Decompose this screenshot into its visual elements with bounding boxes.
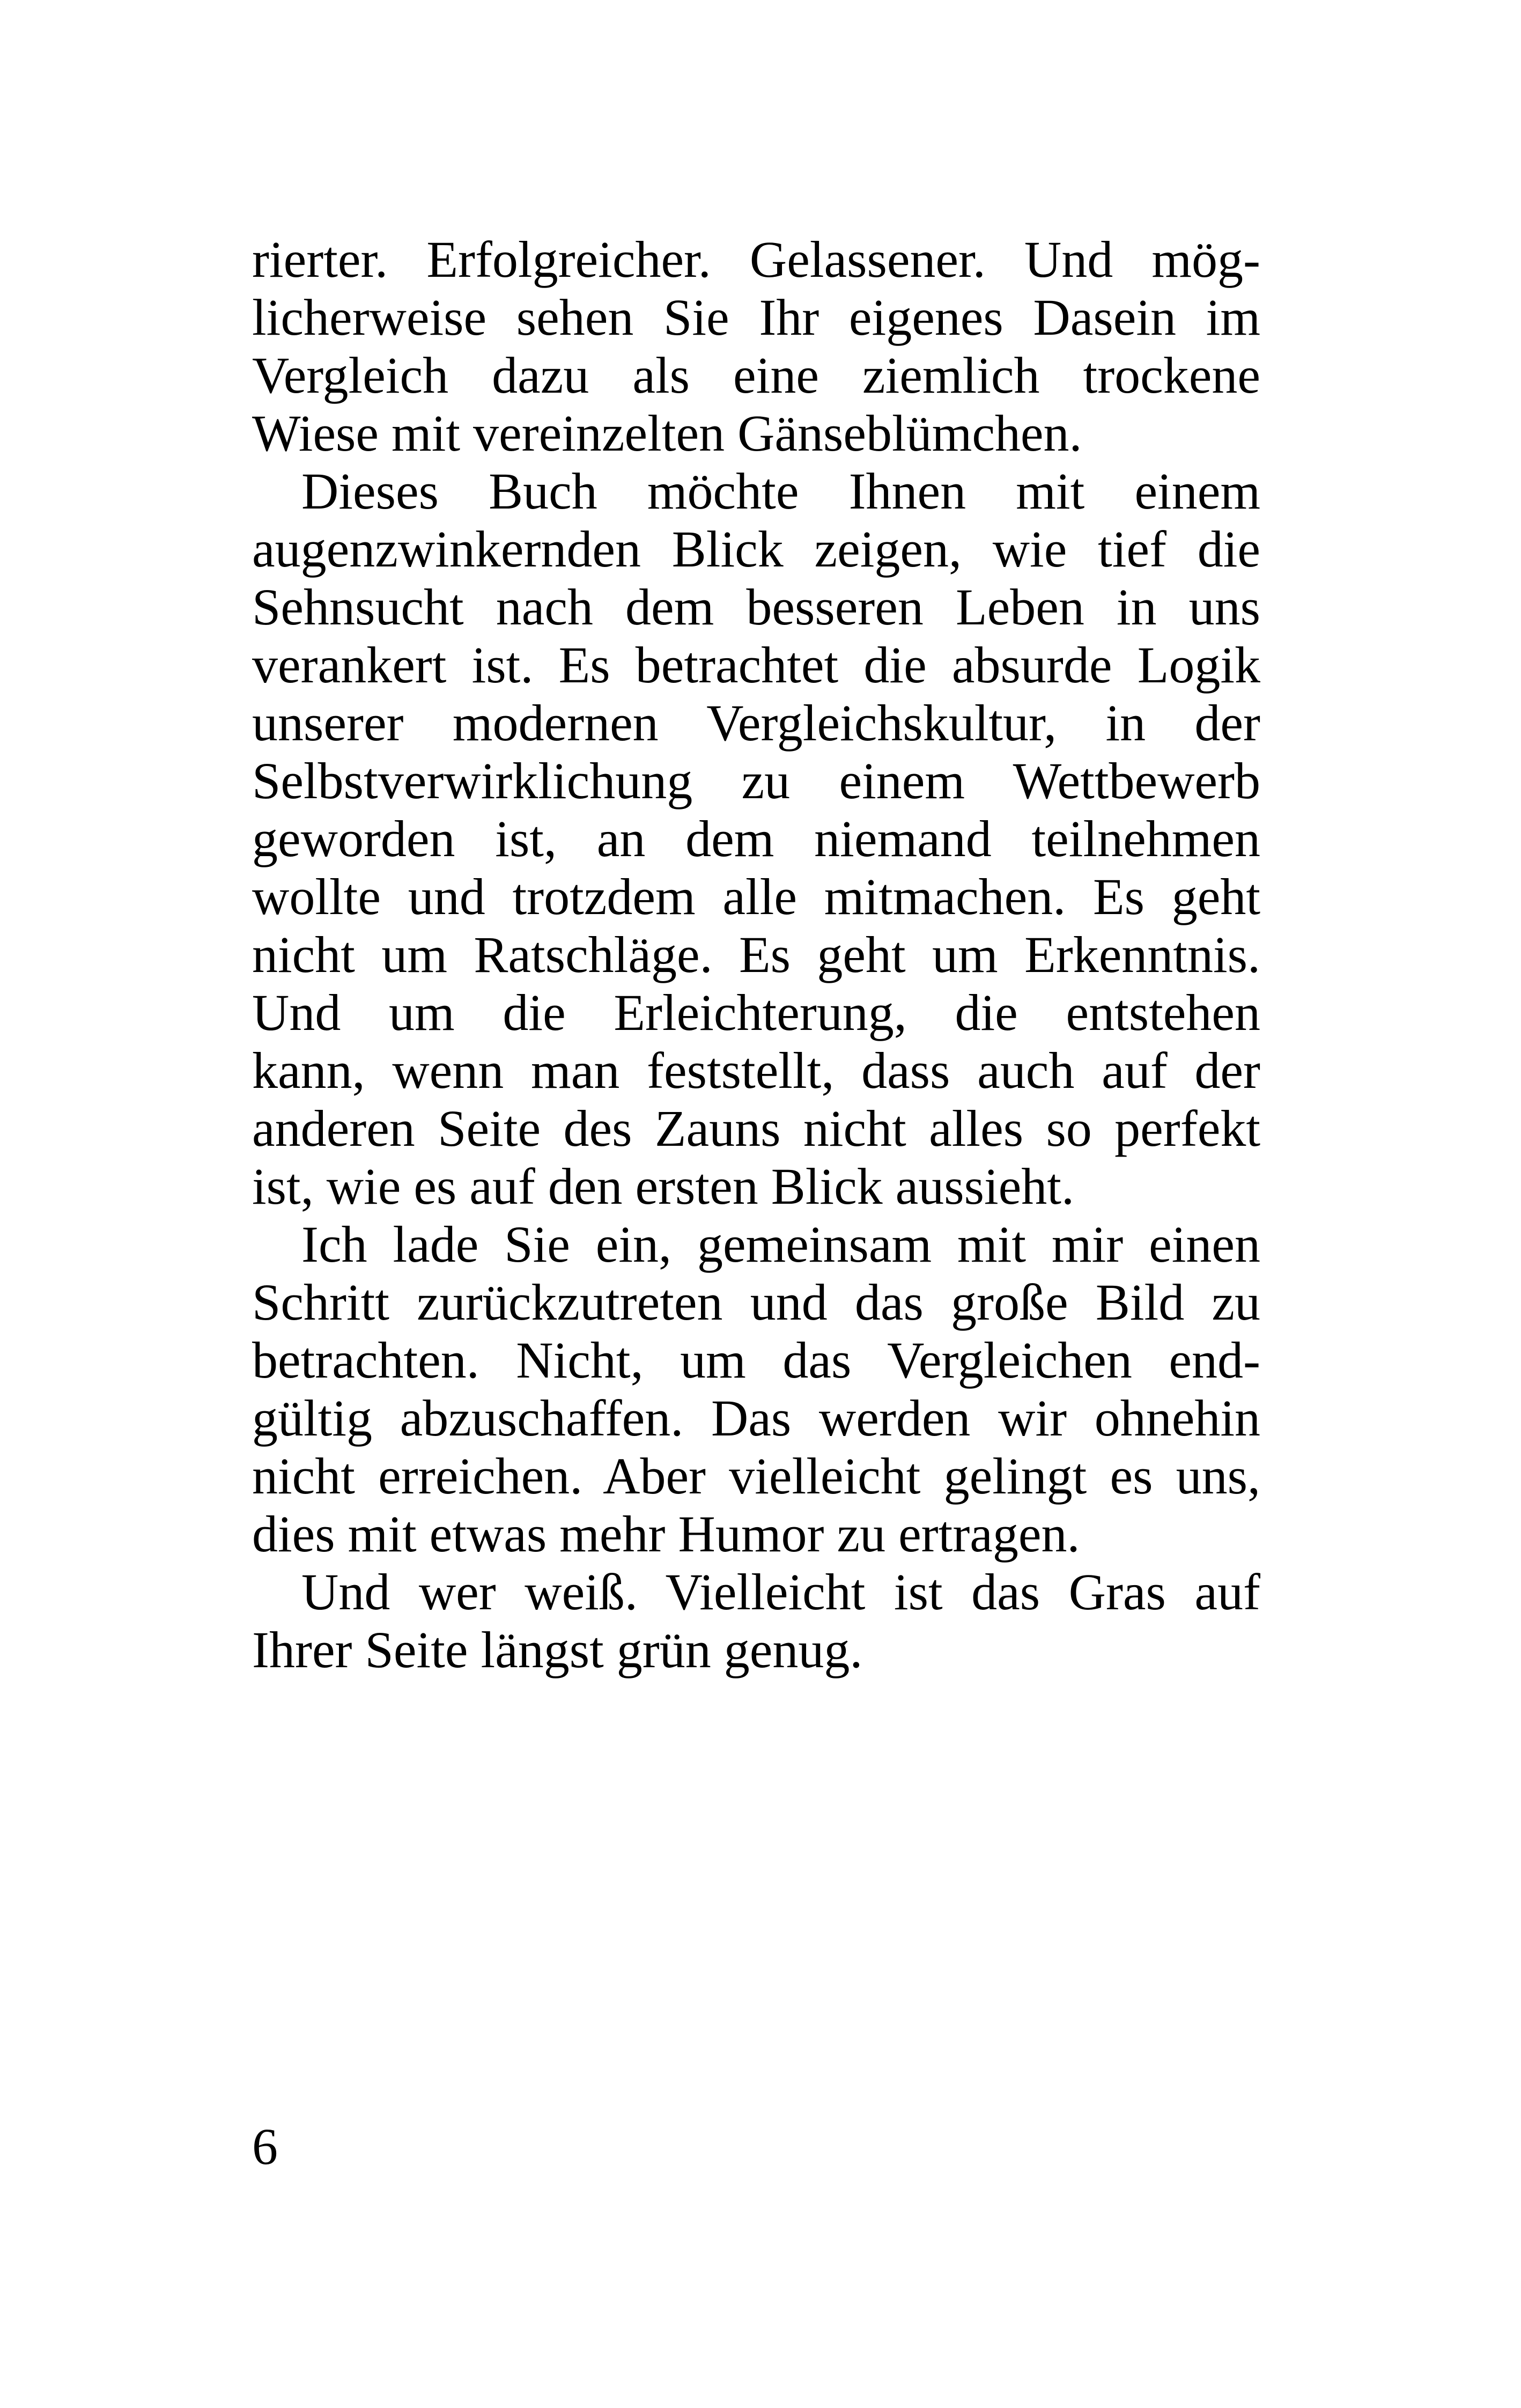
text-line: dies mit etwas mehr Humor zu ertragen. [252,1505,1080,1563]
text-line: Schritt zurückzutreten und das große Bild zu [252,1273,1260,1331]
paragraph-1 [252,231,1260,462]
text-line: geworden ist, an dem niemand teilnehmen [252,810,1260,867]
body-text [252,231,1260,1679]
text-line: verankert ist. Es betrachtet die absurde Logik [252,636,1260,694]
text-line: nicht um Ratschläge. Es geht um Erkenntnis. [252,926,1260,983]
text-line: Dieses Buch möchte Ihnen mit einem [301,462,1260,520]
text-line: gültig abzuschaffen. Das werden wir ohnehin [252,1389,1260,1447]
paragraph-4 [252,1563,1260,1679]
page-number: 6 [252,2118,278,2175]
paragraph-2 [252,462,1260,1216]
text-line: Selbstverwirklichung zu einem Wettbewerb [252,752,1260,809]
text-line: kann, wenn man feststellt, dass auch auf der [252,1042,1260,1099]
text-line: augenzwinkernden Blick zeigen, wie tief die [252,520,1260,578]
text-line: unserer modernen Vergleichskultur, in der [252,694,1260,752]
text-line: ist, wie es auf den ersten Blick aussieht. [252,1158,1074,1215]
text-line: Ihrer Seite längst grün genug. [252,1621,863,1678]
text-line: Und um die Erleichterung, die entstehen [252,984,1260,1041]
text-line: rierter. Erfolgreicher. Gelassener. Und mög- [252,231,1260,288]
text-line: betrachten. Nicht, um das Vergleichen end- [252,1331,1260,1389]
text-line: Wiese mit vereinzelten Gänseblümchen. [252,404,1082,462]
text-line: Vergleich dazu als eine ziemlich trockene [252,347,1260,404]
text-line: anderen Seite des Zauns nicht alles so perfekt [252,1100,1260,1157]
text-line: licherweise sehen Sie Ihr eigenes Dasein im [252,289,1260,346]
text-line: Sehnsucht nach dem besseren Leben in uns [252,578,1260,636]
text-line: Ich lade Sie ein, gemeinsam mit mir einen [301,1216,1260,1273]
text-line: Und wer weiß. Vielleicht ist das Gras auf [301,1563,1260,1621]
text-line: wollte und trotzdem alle mitmachen. Es geht [252,868,1260,925]
paragraph-3 [252,1216,1260,1563]
text-line: nicht erreichen. Aber vielleicht gelingt es uns, [252,1447,1260,1505]
